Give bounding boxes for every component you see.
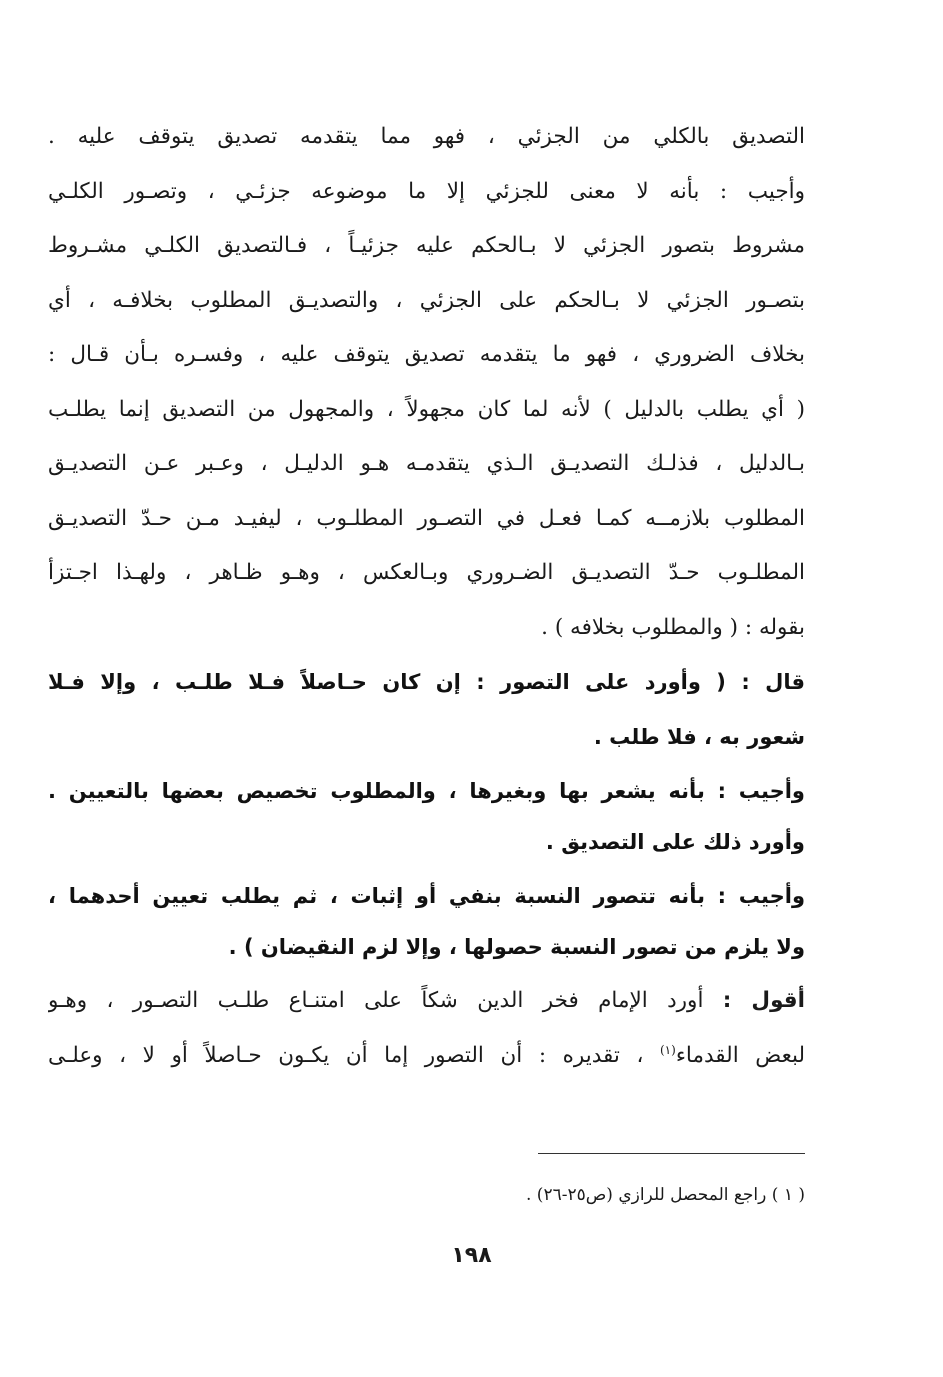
commentary-line xyxy=(48,974,805,1029)
commentary-lead-text: لبعض القدماء xyxy=(675,1042,805,1068)
page-number: ١٩٨ xyxy=(451,1243,492,1268)
quoted-text-line: ولا يلزم من تصور النسبة حصولها ، وإلا لزم النقيضان ) . xyxy=(228,934,805,959)
text-line: بقوله : ( والمطلوب بخلافه ) . xyxy=(541,614,805,640)
main-text xyxy=(48,110,805,1083)
commentary-text: ، تقديره : أن التصور إما أن يكـون حـاصلاً أو لا ، وعلـى xyxy=(48,1042,644,1068)
text-line: المطلـوب حـدّ التصديـق الضـروري وبـالعكس ، وهـو ظـاهر ، ولهـذا اجـتزأ xyxy=(48,560,805,585)
text-line: التصديق بالكلي من الجزئي ، فهو مما يتقدمه تصديق يتوقف عليه . xyxy=(48,124,805,149)
quoted-text-line: قال : ( وأورد على التصور : إن كان حـاصلاً فـلا طلـب ، وإلا فـلا xyxy=(48,670,805,694)
text-line: ( أي يطلب بالدليل ) لأنه لما كان مجهولاً ، والمجهول من التصديق إنما يطلـب xyxy=(48,396,805,422)
text-line: بتصـور الجزئي لا بـالحكم على الجزئي ، والتصديـق المطلوب بخلافـه ، أي xyxy=(48,287,805,313)
text-line: بـالدليل ، فذلـك التصديـق الـذي يتقدمـه هـو الدليـل ، وعـبر عـن التصديـق xyxy=(48,451,805,476)
footnote-reference[interactable]: (١) xyxy=(659,1042,676,1057)
text-line: وأجيب : بأنه لا معنى للجزئي إلا ما موضوعه جزئـي ، وتصـور الكلـي xyxy=(48,178,805,204)
quoted-text-line: وأجيب : بأنه تتصور النسبة بنفي أو إثبات ، ثم يطلب تعيين أحدهما ، xyxy=(48,884,805,908)
quoted-text-line: وأجيب : بأنه يشعر بها وبغيرها ، والمطلوب تخصيص بعضها بالتعيين . xyxy=(48,779,805,803)
footnote-divider xyxy=(538,1153,805,1154)
quoted-text-line: وأورد ذلك على التصديق . xyxy=(545,829,805,854)
commentary-text: أورد الإمام فخر الدين شكاً على امتنـاع طلـب التصـور ، وهـو xyxy=(48,988,704,1013)
text-line: المطلوب بلازمــه كمـا فعـل في التصـور المطلـوب ، ليفيـد مـن حـدّ التصديـق xyxy=(48,505,805,531)
commentary-lead: أقول : xyxy=(722,988,805,1013)
commentary-line xyxy=(48,1029,805,1084)
text-line: مشروط بتصور الجزئي لا بـالحكم عليه جزئيـاً ، فـالتصديق الكلـي مشـروط xyxy=(48,233,805,258)
footnote: ( ١ ) راجع المحصل للرازي (ص٢٥-٢٦) . xyxy=(526,1185,805,1205)
text-line: بخلاف الضروري ، فهو ما يتقدمه تصديق يتوقف عليه ، وفسـره بـأن قـال : xyxy=(48,342,805,367)
quoted-text-line: شعور به ، فلا طلب . xyxy=(593,724,805,749)
